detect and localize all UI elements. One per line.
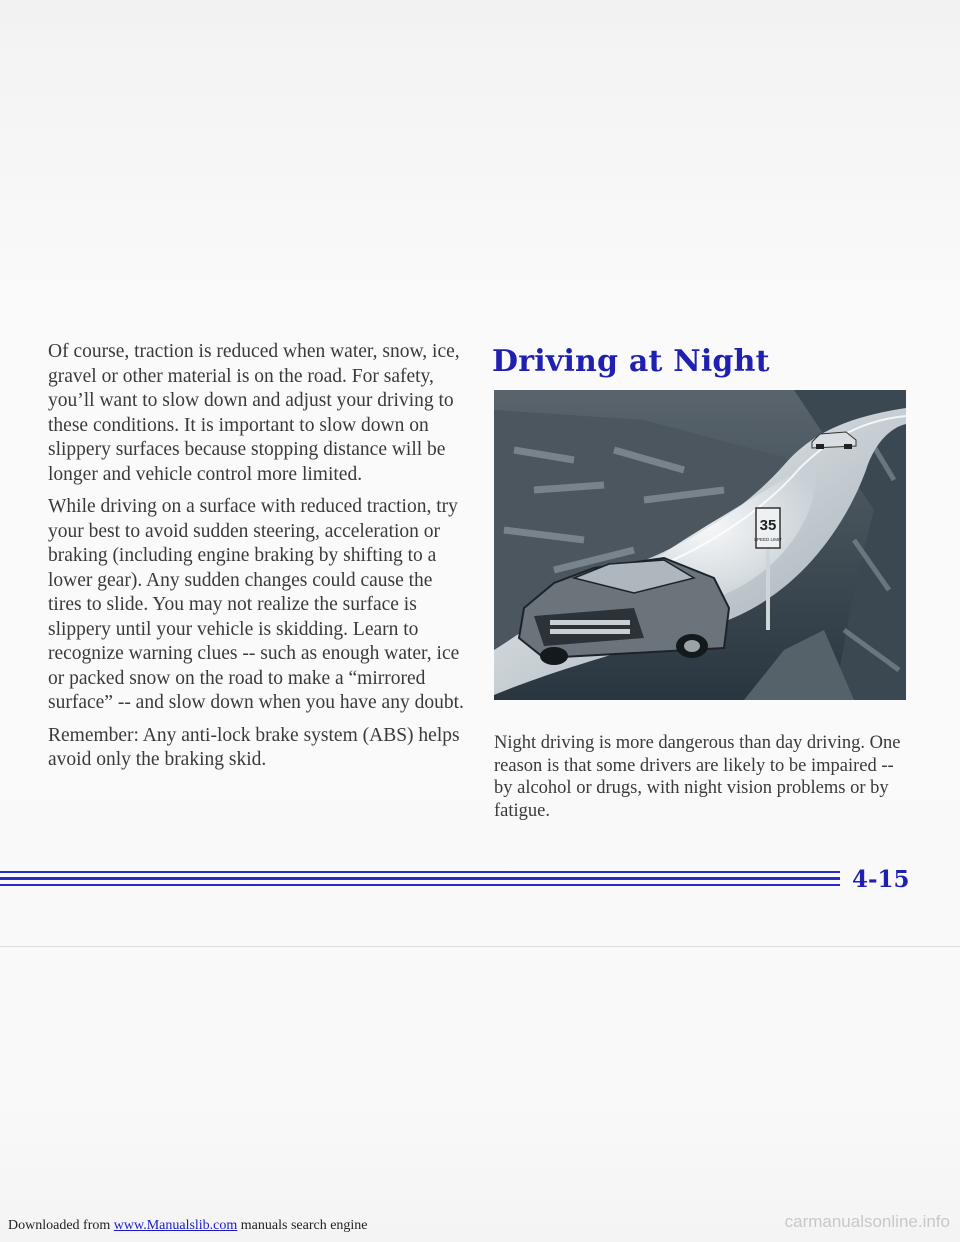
rule-line-top [0,871,840,873]
sign-text: SPEED LIMIT [753,537,783,542]
night-driving-caption: Night driving is more dangerous than day driving. One reason is that some drivers are likely to be impaired -- by alcohol or drugs, with night vision problems or by fatigue. [494,733,901,821]
rule-line-bottom [0,884,840,886]
night-driving-illustration [494,390,906,700]
paragraph-abs: Remember: Any anti-lock brake system (ABS) helps avoid only the braking skid. [48,724,460,770]
footer-divider [0,946,960,947]
page-number: 4-15 [852,866,910,893]
rule-line-middle [0,877,840,880]
paragraph-traction: Of course, traction is reduced when water, snow, ice, gravel or other material is on the road. For safety, you’ll want to slow down and adjust your driving to these conditions. It is important to slow down on slippery surfaces because stopping distance will be longer and vehicle control more limited. [48,341,460,485]
watermark-prefix: Downloaded from [8,1218,114,1233]
manualslib-link[interactable]: www.Manualslib.com [113,1218,238,1233]
carmanuals-watermark: carmanualsonline.info [784,1212,950,1231]
page-footer-rule [0,871,840,891]
section-heading: Driving at Night [492,344,770,379]
paragraph-reduced-traction: While driving on a surface with reduced traction, try your best to avoid sudden steering, acceleration or braking (including engine braking by shifting to a lower gear). Any sudden changes could cause the tires to slide. You may not realize the surface is slippery until your vehicle is skidding. Learn to recognize warning clues -- such as enough water, ice or packed snow on the road to make a “mirrored surface” -- and slow down when you have any doubt. [48,496,464,713]
sign-number: 35 [759,517,777,534]
watermark-suffix: manuals search engine [237,1218,368,1233]
night-driving-scene [494,390,906,700]
download-watermark [8,1218,368,1234]
left-column [48,340,468,781]
